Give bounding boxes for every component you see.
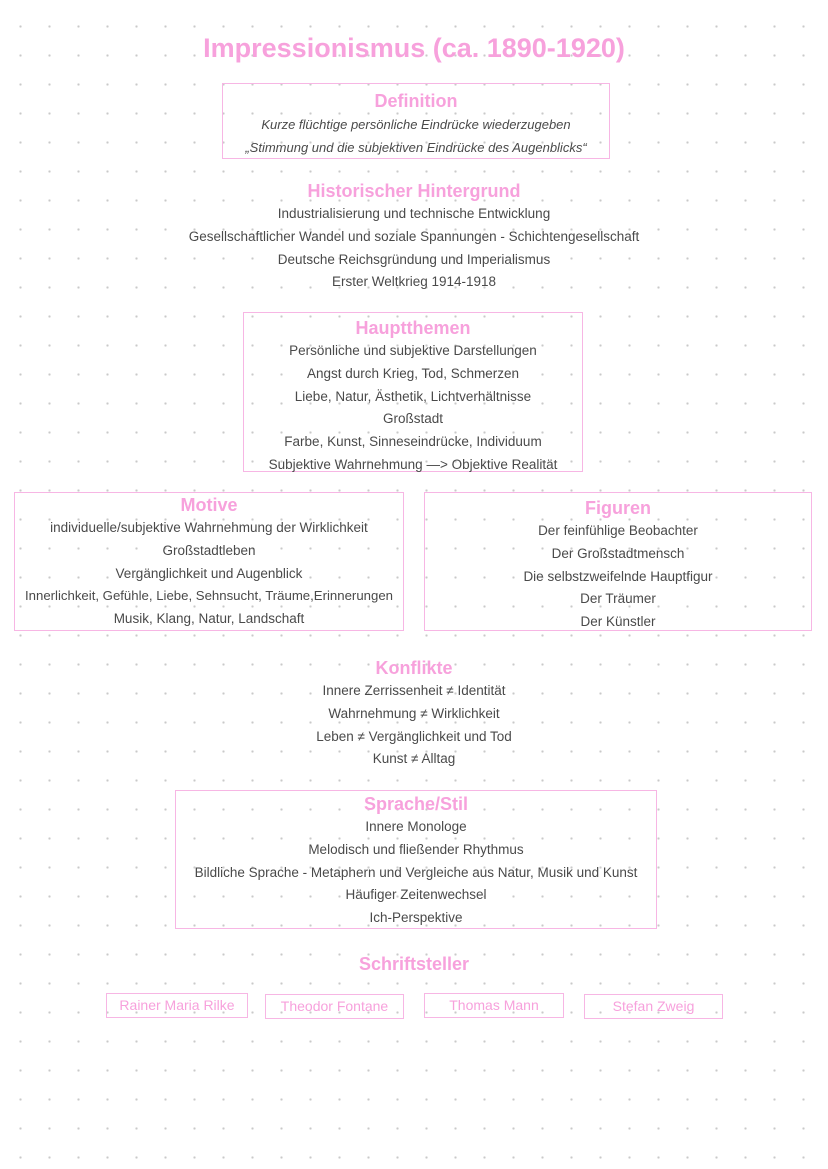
themes-box	[243, 312, 583, 472]
style-line: Ich-Perspektive	[369, 910, 463, 926]
figures-line: Der feinfühlige Beobachter	[538, 523, 698, 538]
conflicts-line: Kunst ≠ Alltag	[372, 751, 456, 767]
history-line: Deutsche Reichsgründung und Imperialismus	[277, 251, 551, 267]
figures-line: Der Träumer	[580, 591, 656, 607]
style-line: Häufiger Zeitenwechsel	[345, 887, 487, 903]
author-box-fontane: Theodor Fontane	[265, 994, 404, 1019]
definition-line: Kurze flüchtige persönliche Eindrücke wiederzugeben	[261, 117, 571, 132]
conflicts-line: Innere Zerrissenheit ≠ Identität	[322, 683, 506, 698]
motives-line: Musik, Klang, Natur, Landschaft	[113, 611, 305, 627]
history-line: Erster Weltkrieg 1914-1918	[331, 274, 497, 290]
style-line: Innere Monologe	[365, 819, 467, 834]
author-box-mann: Thomas Mann	[424, 993, 564, 1018]
definition-box	[222, 83, 610, 159]
figures-line: Die selbstzweifelnde Hauptfigur	[523, 568, 713, 584]
figures-line: Der Großstadtmensch	[551, 545, 685, 561]
history-line: Gesellschaftlicher Wandel und soziale Spannungen - Schichtengesellschaft	[188, 228, 640, 244]
motives-line: Innerlichkeit, Gefühle, Liebe, Sehnsucht, Träume,Erinnerungen	[24, 588, 393, 604]
definition-heading: Definition	[374, 91, 458, 111]
history-heading: Historischer Hintergrund	[307, 181, 521, 201]
themes-line: Angst durch Krieg, Tod, Schmerzen	[306, 365, 520, 381]
figures-box	[424, 492, 812, 631]
style-line: Melodisch und fließender Rhythmus	[308, 841, 524, 857]
conflicts-section	[0, 656, 828, 771]
style-box	[175, 790, 657, 929]
motives-box	[14, 492, 404, 631]
conflicts-line: Leben ≠ Vergänglichkeit und Tod	[316, 728, 512, 744]
themes-line: Farbe, Kunst, Sinneseindrücke, Individuum	[284, 434, 542, 450]
figures-heading: Figuren	[585, 498, 651, 518]
motives-heading: Motive	[180, 495, 238, 515]
conflicts-heading: Konflikte	[375, 658, 453, 678]
motives-line: Großstadtleben	[162, 542, 256, 558]
authors-heading: Schriftsteller	[358, 954, 470, 974]
themes-line: Großstadt	[382, 411, 444, 427]
history-section	[0, 179, 828, 294]
author-box-rilke: Rainer Maria Rilke	[106, 993, 248, 1018]
themes-heading: Hauptthemen	[355, 318, 471, 338]
history-line: Industrialisierung und technische Entwicklung	[277, 206, 551, 221]
themes-line: Persönliche und subjektive Darstellungen	[289, 343, 537, 358]
style-line: Bildliche Sprache - Metaphern und Vergleiche aus Natur, Musik und Kunst	[194, 864, 638, 880]
figures-line: Der Künstler	[580, 614, 656, 630]
motives-line: individuelle/subjektive Wahrnehmung der Wirklichkeit	[50, 520, 368, 535]
style-heading: Sprache/Stil	[363, 794, 469, 814]
conflicts-line: Wahrnehmung ≠ Wirklichkeit	[328, 705, 500, 721]
definition-line: „Stimmung und die subjektiven Eindrücke des Augenblicks“	[245, 140, 587, 155]
themes-line: Liebe, Natur, Ästhetik, Lichtverhältnisse	[294, 388, 532, 404]
motives-line: Vergänglichkeit und Augenblick	[115, 565, 303, 581]
themes-line: Subjektive Wahrnehmung —> Objektive Realität	[268, 456, 558, 472]
author-box-zweig: Stefan Zweig	[584, 994, 723, 1019]
page-title: Impressionismus (ca. 1890-1920)	[203, 33, 625, 63]
